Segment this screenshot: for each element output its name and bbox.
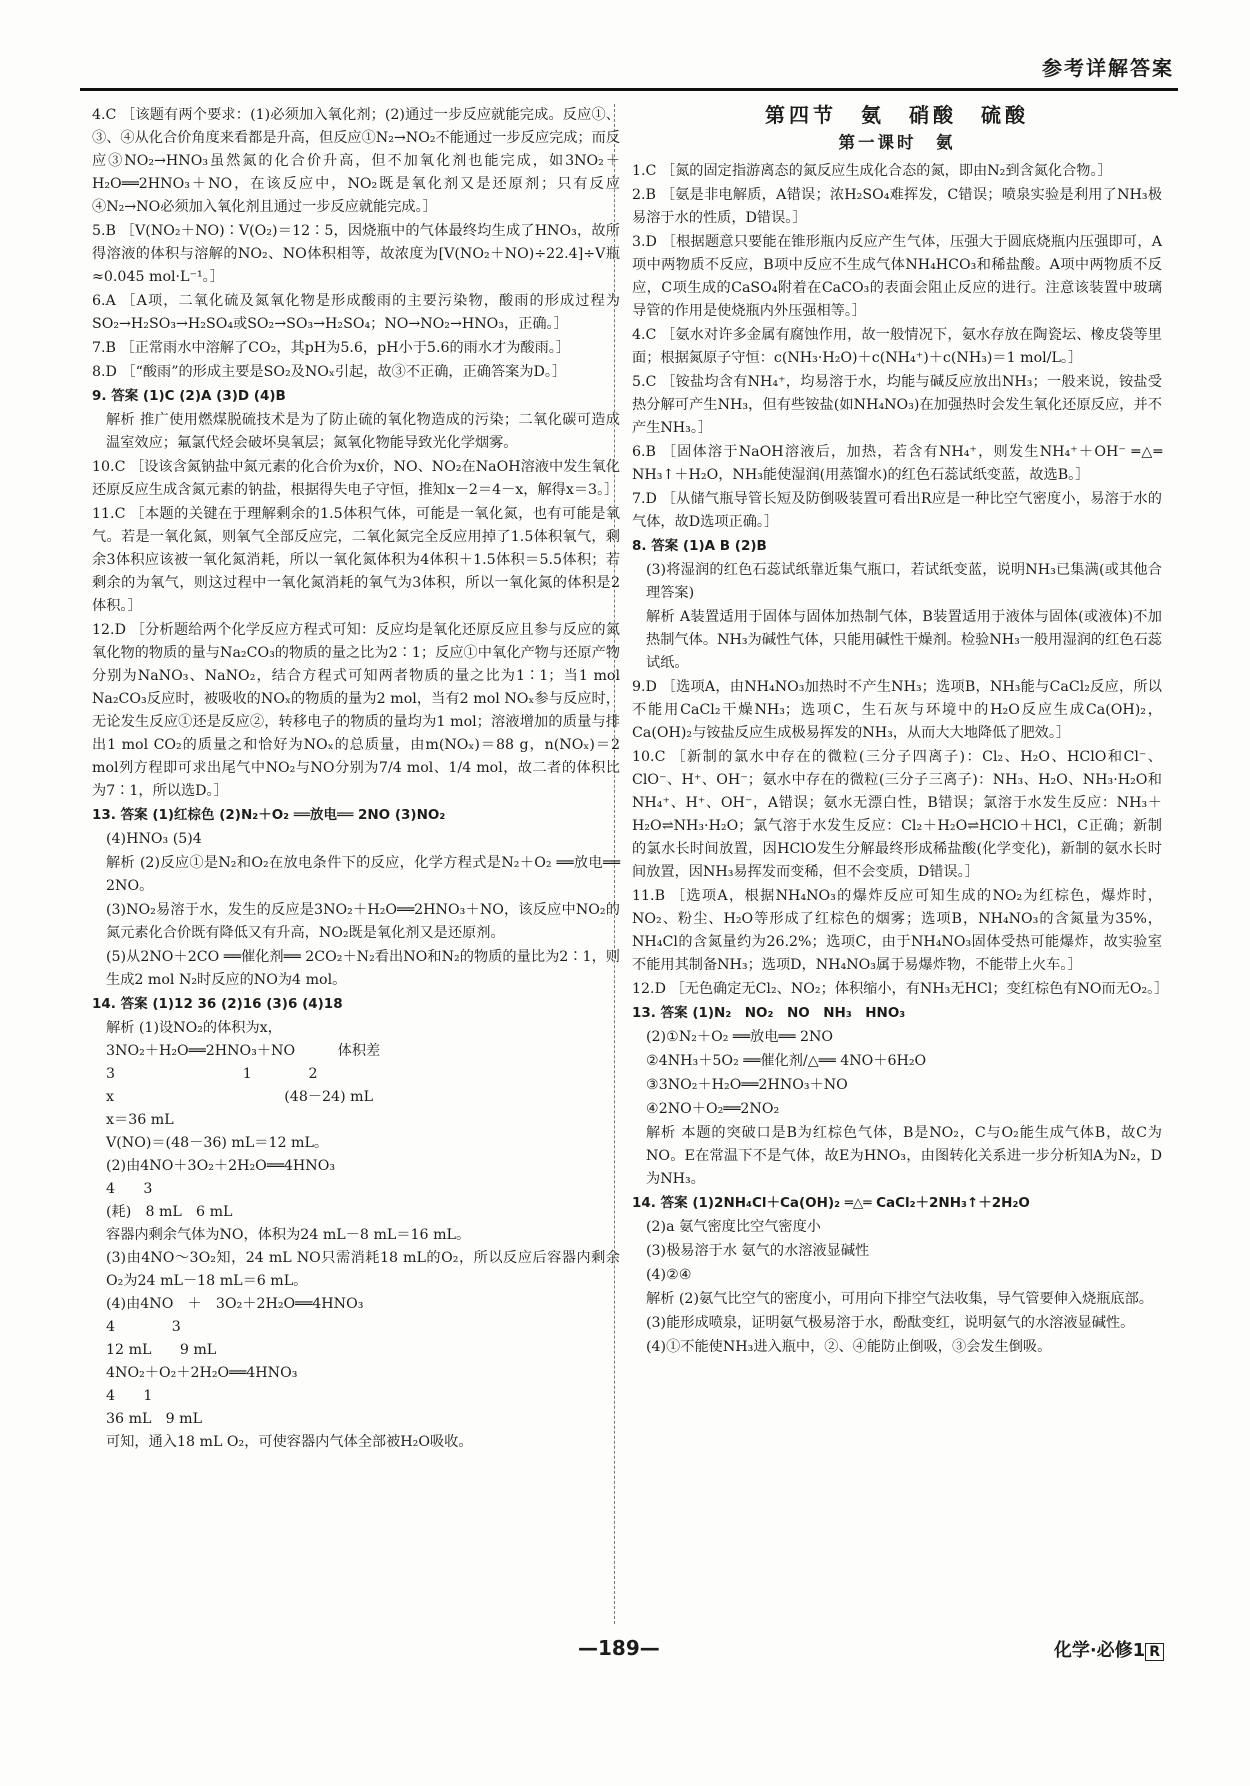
answer-item-12: 12.D ［分析题给两个化学反应方程式可知：反应均是氧化还原反应且参与反应的氮氧化物的物质的量与Na₂CO₃的物质的量之比为2∶1；反应①中氧化产物与还原产物分别为NaNO₃、NaNO₂，结合方程式可知两者物质的量之比为1∶1；当1 mol Na₂CO₃反应时，被吸收的NOₓ的物质的量为2 mol，当有2 mol NOₓ参与反应时，无论发生反应①还是反应②，转移电子的物质的量均为1 mol；溶液增加的质量与排出1 mol CO₂的质量之和恰好为NOₓ的总质量，由m(NOₓ)＝88 g，n(NOₓ)＝2 mol列方程即可求出尾气中NO₂与NO分别为7/4 mol、1/4 mol，故二者的体积比为7∶1，所以选D。］ (92, 622, 620, 799)
calc-line: (3)由4NO～3O₂知，24 mL NO只需消耗18 mL的O₂，所以反应后容器内剩余O₂为24 mL－18 mL＝6 mL。 (106, 1250, 620, 1289)
answer-item-10: 10.C ［设该含氮钠盐中氮元素的化合价为x价，NO、NO₂在NaOH溶液中发生氧化还原反应生成含氮元素的钠盐，根据得失电子守恒，推知x－2＝4－x，解得x＝3。］ (92, 459, 620, 498)
answer-item-14: 14. 答案 (1)12 36 (2)16 (3)6 (4)18 (92, 996, 343, 1012)
answer-item-5: 5.B ［V(NO₂＋NO)∶V(O₂)＝12∶5，因烧瓶中的气体最终均生成了HNO₃，故所得溶液的体积与溶解的NO₂、NO体积相等，故浓度为[V(NO₂＋NO)÷22.4]÷V瓶≈0.045 mol·L⁻¹。］ (92, 223, 620, 285)
answer-item-13-b: (4)HNO₃ (5)4 (106, 831, 202, 847)
equation-line: (2)①N₂＋O₂ ══放电══ 2NO (646, 1029, 834, 1045)
calc-line: x (48－24) mL (106, 1089, 374, 1105)
answer-item-r8-sub: (3)将湿润的红色石蕊试纸靠近集气瓶口，若试纸变蓝，说明NH₃已集满(或其他合理答案) (646, 562, 1162, 601)
answer-item-r1: 1.C ［氮的固定指游离态的氮反应生成化合态的氮，即由N₂到含氮化合物。］ (632, 163, 1112, 179)
answer-item-13: 13. 答案 (1)红棕色 (2)N₂＋O₂ ══放电══ 2NO (3)NO₂ (92, 807, 446, 823)
section-title: 第四节 氨 硝酸 硫酸 (765, 103, 1029, 127)
equation-line: ④2NO＋O₂══2NO₂ (646, 1101, 780, 1117)
calc-line: (耗) 8 mL 6 mL (106, 1204, 233, 1220)
calc-line: 12 mL 9 mL (106, 1342, 217, 1358)
calc-line: 4 3 (106, 1319, 181, 1335)
subject-label: 化学·必修1 (1053, 1640, 1146, 1661)
right-column (632, 103, 1169, 1360)
calc-line: 3 1 2 (106, 1066, 318, 1082)
answer-line: (3)极易溶于水 氨气的水溶液显碱性 (646, 1243, 870, 1259)
calc-line: 4 1 (106, 1388, 153, 1404)
analysis-13-c: (5)从2NO＋2CO ══催化剂══ 2CO₂＋N₂看出NO和N₂的物质的量比为2∶1，则生成2 mol N₂时反应的NO为4 mol。 (106, 949, 620, 988)
left-column (92, 104, 620, 1454)
equation-line: ③3NO₂＋H₂O══2HNO₃＋NO (646, 1077, 848, 1093)
equation-line: ②4NH₃＋5O₂ ══催化剂/△══ 4NO＋6H₂O (646, 1053, 927, 1069)
answer-item-r11: 11.B ［选项A，根据NH₄NO₃的爆炸反应可知生成的NO₂为红棕色，爆炸时，NO₂、粉尘、H₂O等形成了红棕色的烟雾；选项B，NH₄NO₃的含氮量为35%，NH₄Cl的含氮量约为26.2%；选项C，由于NH₄NO₃固体受热可能爆炸，故实验室不能用其制备NH₃；选项D，NH₄NO₃属于易爆炸物，不能带上火车。］ (632, 888, 1162, 973)
answer-line: (4)②④ (646, 1267, 692, 1283)
calc-line: 4NO₂＋O₂＋2H₂O══4HNO₃ (106, 1365, 298, 1381)
answer-item-9: 9. 答案 (1)C (2)A (3)D (4)B (92, 388, 286, 404)
answer-item-r13: 13. 答案 (1)N₂ NO₂ NO NH₃ HNO₃ (632, 1005, 906, 1021)
analysis-r13: 解析 本题的突破口是B为红棕色气体，B是NO₂，C与O₂能生成气体B，故C为NO。E在常温下不是气体，故E为HNO₃，由图转化关系进一步分析知A为N₂，D为NH₃。 (646, 1125, 1162, 1187)
analysis-13-b: (3)NO₂易溶于水，发生的反应是3NO₂＋H₂O══2HNO₃＋NO，该反应中NO₂的氮元素化合价既有降低又有升高，NO₂既是氧化剂又是还原剂。 (106, 902, 620, 941)
answer-item-r10: 10.C ［新制的氯水中存在的微粒(三分子四离子)：Cl₂、H₂O、HClO和Cl⁻、ClO⁻、H⁺、OH⁻；氨水中存在的微粒(三分子三离子)：NH₃、H₂O、NH₃·H₂O和NH₄⁺、H⁺、OH⁻，A错误；氨水无漂白性，B错误；氯溶于水发生反应：NH₃＋H₂O⇌NH₃·H₂O；氯气溶于水发生反应：Cl₂＋H₂O⇌HClO＋HCl，C正确；新制的氯水长时间放置，因HClO发生分解最终形成稀盐酸(化学变化)，新制的氨水长时间放置，因NH₃易挥发而变稀，但不会变质，D错误。］ (632, 749, 1162, 880)
answer-item-r3: 3.D ［根据题意只要能在锥形瓶内反应产生气体，压强大于圆底烧瓶内压强即可，A项中两物质不反应，B项中反应不生成气体NH₄HCO₃和稀盐酸。A项中两物质不反应，C项生成的CaSO₄附着在CaCO₃的表面会阻止反应的进行。注意该装置中玻璃导管的作用是使烧瓶内外压强相等。］ (632, 234, 1162, 319)
calc-line: V(NO)＝(48－36) mL＝12 mL。 (106, 1135, 329, 1151)
answer-item-r2: 2.B ［氨是非电解质，A错误；浓H₂SO₄难挥发，C错误；喷泉实验是利用了NH₃极易溶于水的性质，D错误。］ (632, 187, 1162, 226)
calc-line: x＝36 mL (106, 1112, 174, 1128)
answer-item-r12: 12.D ［无色确定无Cl₂、NO₂；体积缩小，有NH₃无HCl；变红棕色有NO而无O₂。］ (632, 981, 1169, 997)
calc-line: 4 3 (106, 1181, 153, 1197)
answer-item-r9: 9.D ［选项A，由NH₄NO₃加热时不产生NH₃；选项B，NH₃能与CaCl₂反应，所以不能用CaCl₂干燥NH₃；选项C，生石灰与环境中的H₂O反应生成Ca(OH)₂，Ca(OH)₂与铵盐反应生成极易挥发的NH₃，从而大大地降低了肥效。］ (632, 679, 1162, 741)
header-title: 参考详解答案 (1042, 56, 1174, 80)
calc-line: 可知，通入18 mL O₂，可使容器内气体全部被H₂O吸收。 (106, 1434, 473, 1450)
answer-line: (2)a 氨气密度比空气密度小 (646, 1219, 821, 1235)
analysis-13-a: 解析 (2)反应①是N₂和O₂在放电条件下的反应，化学方程式是N₂＋O₂ ══放电══ 2NO。 (106, 855, 620, 894)
answer-item-r4: 4.C ［氨水对许多金属有腐蚀作用，故一般情况下，氨水存放在陶瓷坛、橡皮袋等里面；根据氮原子守恒：c(NH₃·H₂O)＋c(NH₄⁺)＋c(NH₃)＝1 mol/L。］ (632, 327, 1162, 366)
calculation-14 (92, 1017, 620, 1454)
answer-item-r7: 7.D ［从储气瓶导管长短及防倒吸装置可看出R应是一种比空气密度小，易溶于水的气体，故D选项正确。］ (632, 491, 1162, 530)
analysis-r8: 解析 A装置适用于固体与固体加热制气体，B装置适用于液体与固体(或液体)不加热制气体。NH₃为碱性气体，只能用碱性干燥剂。检验NH₃一般用湿润的红色石蕊试纸。 (646, 609, 1162, 671)
calc-line: (4)由4NO ＋ 3O₂＋2H₂O══4HNO₃ (106, 1296, 364, 1312)
answer-item-r8: 8. 答案 (1)A B (2)B (632, 538, 767, 554)
answer-item-7: 7.B ［正常雨水中溶解了CO₂，其pH为5.6，pH小于5.6的雨水才为酸雨。］ (92, 340, 571, 356)
answer-item-11: 11.C ［本题的关键在于理解剩余的1.5体积气体，可能是一氧化氮，也有可能是氧气。若是一氧化氮，则氧气全部反应完，二氧化氮完全反应用掉了1.5体积氧气，剩余3体积应该被一氧化氮消耗，所以一氧化氮体积为4体积＋1.5体积＝5.5体积；若剩余的为氧气，则这过程中一氧化氮消耗的氧气为3体积，所以一氧化氮的体积是2体积。］ (92, 506, 620, 614)
answer-item-r6: 6.B ［固体溶于NaOH溶液后，加热，若含有NH₄⁺，则发生NH₄⁺＋OH⁻ ═△═ NH₃↑＋H₂O，NH₃能使湿润(用蒸馏水)的红色石蕊试纸变蓝，故选B。］ (632, 444, 1162, 483)
footer-subject (1054, 1636, 1164, 1662)
answer-item-r5: 5.C ［铵盐均含有NH₄⁺，均易溶于水，均能与碱反应放出NH₃；一般来说，铵盐受热分解可产生NH₃，但有些铵盐(如NH₄NO₃)在加强热时会发生氧化还原反应，并不产生NH₃。］ (632, 374, 1162, 436)
edition-badge: R (1145, 1643, 1164, 1661)
calc-line: 容器内剩余气体为NO，体积为24 mL－8 mL＝16 mL。 (106, 1227, 471, 1243)
analysis-r14-a: 解析 (2)氨气比空气的密度小，可用向下排空气法收集，导气管要伸入烧瓶底部。 (646, 1291, 1153, 1307)
answer-item-8: 8.D ［“酸雨”的形成主要是SO₂及NOₓ引起，故③不正确，正确答案为D。］ (92, 364, 567, 380)
page-header (80, 52, 1178, 91)
calc-line: 36 mL 9 mL (106, 1411, 203, 1427)
answer-item-4: 4.C ［该题有两个要求：(1)必须加入氧化剂；(2)通过一步反应就能完成。反应①、③、④从化合价角度来看都是升高，但反应①N₂→NO₂不能通过一步反应完成；而反应③NO₂→HNO₃虽然氮的化合价升高，但不加氧化剂也能完成，如3NO₂＋H₂O══2HNO₃＋NO，在该反应中，NO₂既是氧化剂又是还原剂；只有反应④N₂→NO必须加入氧化剂且通过一步反应就能完成。］ (92, 107, 620, 215)
analysis-r14-b: (3)能形成喷泉，证明氨气极易溶于水，酚酞变红，说明氨气的水溶液显碱性。 (646, 1315, 1135, 1331)
section-subtitle: 第一课时 氨 (838, 133, 956, 152)
analysis-9: 解析 推广使用燃煤脱硫技术是为了防止硫的氧化物造成的污染；二氧化碳可造成温室效应；氟氯代烃会破坏臭氧层；氮氧化物能导致光化学烟雾。 (106, 412, 620, 451)
analysis-r14-c: (4)①不能使NH₃进入瓶中，②、④能防止倒吸，③会发生倒吸。 (646, 1339, 1052, 1355)
answer-item-r14: 14. 答案 (1)2NH₄Cl＋Ca(OH)₂ ═△═ CaCl₂＋2NH₃↑＋2H₂O (632, 1195, 1030, 1211)
calc-line: 3NO₂＋H₂O══2HNO₃＋NO 体积差 (106, 1043, 381, 1059)
page-number: —189— (578, 1636, 660, 1660)
calc-line: (2)由4NO＋3O₂＋2H₂O══4HNO₃ (106, 1158, 336, 1174)
answer-item-6: 6.A ［A项，二氧化硫及氮氧化物是形成酸雨的主要污染物，酸雨的形成过程为SO₂→H₂SO₃→H₂SO₄或SO₂→SO₃→H₂SO₄；NO→NO₂→HNO₃，正确。］ (92, 293, 620, 332)
calc-line: 解析 (1)设NO₂的体积为x， (106, 1020, 282, 1036)
